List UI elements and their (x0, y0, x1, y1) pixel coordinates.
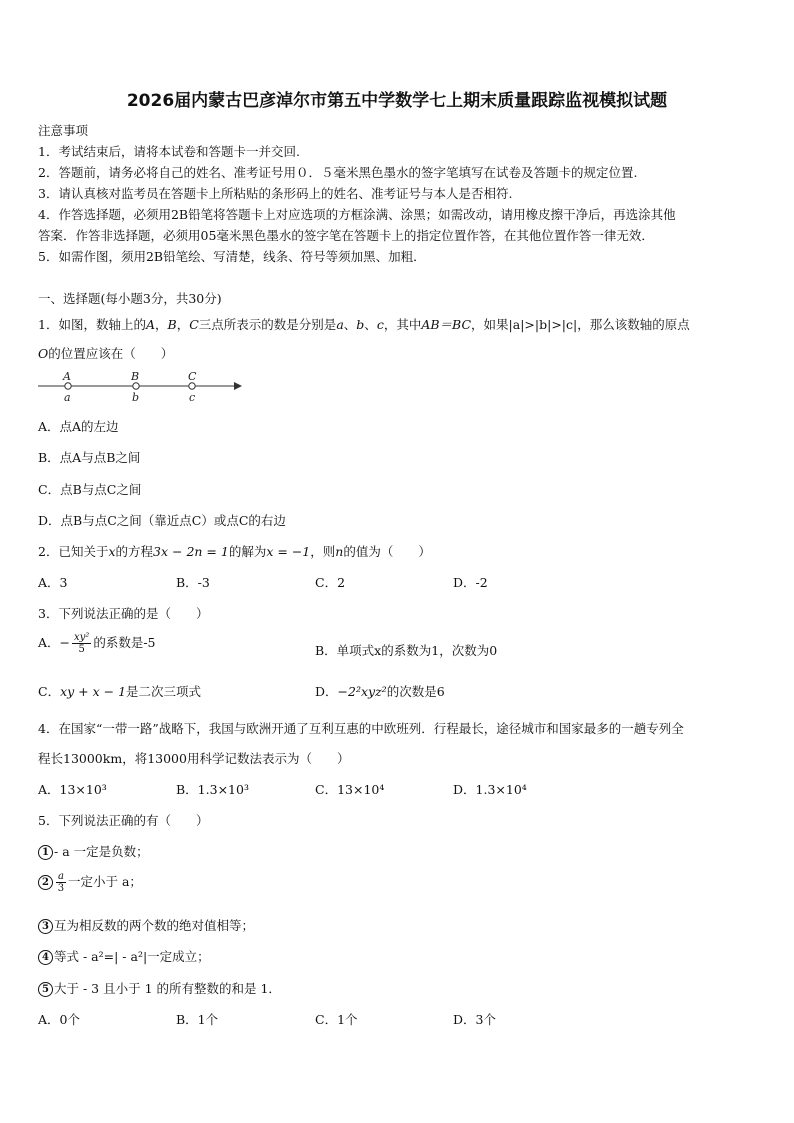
note-4: 4．作答选择题，必须用2B铅笔将答题卡上对应选项的方框涂满、涂黑；如需改动，请用橡皮擦干净后，再选涂其他 (38, 207, 676, 222)
q4-line1: 4．在国家“一带一路”战略下，我国与欧洲开通了互利互惠的中欧班列．行程最长，途径城市和国家最多的一趟专列全 (38, 721, 684, 736)
q5-option-b: B．1个 (176, 1012, 219, 1027)
q5-statement-2: 2 $\frac{a}{3}$ 一定小于 a； (38, 871, 142, 894)
q1-option-a: A．点A的左边 (38, 419, 119, 434)
q5-statement-4: 4 等式 - a²=| - a²|一定成立； (38, 947, 210, 965)
label-B: B (131, 370, 140, 383)
label-b: b (132, 391, 140, 404)
q4-option-c: C．13×10⁴ (315, 782, 385, 797)
q5-statement-1: 1 - a 一定是负数； (38, 842, 149, 860)
q5-option-d: D．3个 (453, 1012, 496, 1027)
note-5: 5．如需作图，须用2B铅笔绘、写清楚，线条、符号等须加黑、加粗． (38, 249, 426, 264)
q1-option-c: C．点B与点C之间 (38, 482, 142, 497)
q5-option-c: C．1个 (315, 1012, 358, 1027)
label-A: A (63, 370, 71, 383)
point-C (189, 383, 195, 389)
q2-option-d: D．-2 (453, 575, 488, 590)
circled-number-icon: 3 (38, 919, 53, 934)
q3-option-b: B．单项式x的系数为1，次数为0 (315, 643, 498, 658)
number-line-figure (36, 368, 246, 408)
section-heading: 一、选择题(每小题3分，共30分) (38, 291, 222, 306)
q3-option-c: C．xy + x − 1是二次三项式 (38, 684, 202, 699)
notes-heading: 注意事项 (38, 123, 89, 138)
page-title: 2026届内蒙古巴彦淖尔市第五中学数学七上期末质量跟踪监视模拟试题 (126, 91, 668, 111)
arrow-head-icon (234, 382, 242, 390)
q5-stem: 5．下列说法正确的有（ ） (38, 813, 209, 828)
circled-number-icon: 1 (38, 845, 53, 860)
note-2: 2．答题前，请务必将自己的姓名、准考证号用０．５毫米黑色墨水的签字笔填写在试卷及答题卡的规定位置. (38, 165, 638, 180)
circled-number-icon: 2 (38, 875, 53, 890)
point-A (65, 383, 71, 389)
q4-line2: 程长13000km，将13000用科学记数法表示为（ ） (38, 751, 350, 766)
q5-statement-5: 5 大于 - 3 且小于 1 的所有整数的和是 1． (38, 979, 281, 997)
note-1: 1．考试结束后，请将本试卷和答题卡一并交回. (38, 144, 300, 159)
q4-option-a: A．13×10³ (38, 782, 107, 797)
label-C: C (188, 370, 197, 383)
q2-stem: 2．已知关于x的方程3x − 2n = 1的解为x = −1，则n的值为（ ） (38, 544, 431, 559)
q3-option-d: D．−2²xyz²的次数是6 (315, 684, 445, 699)
circled-number-icon: 4 (38, 950, 53, 965)
label-c: c (189, 391, 196, 404)
circled-number-icon: 5 (38, 982, 53, 997)
q1-option-d: D．点B与点C之间（靠近点C）或点C的右边 (38, 513, 286, 528)
q5-statement-3: 3 互为相反数的两个数的绝对值相等； (38, 916, 254, 934)
q3-option-a: A．− $\frac{\text{xy²}}{5}$ 的系数是-5 (38, 632, 156, 655)
note-4-cont: 答案．作答非选择题，必须用05毫米黑色墨水的签字笔在答题卡上的指定位置作答，在其他位置作答一律无效． (38, 228, 654, 243)
note-3: 3．请认真核对监考员在答题卡上所粘贴的条形码上的姓名、准考证号与本人是否相符. (38, 186, 513, 201)
point-B (133, 383, 139, 389)
q4-option-b: B．1.3×10³ (176, 782, 249, 797)
q2-option-a: A．3 (38, 575, 68, 590)
q2-option-b: B．-3 (176, 575, 210, 590)
label-a: a (64, 391, 71, 404)
q5-option-a: A．0个 (38, 1012, 80, 1027)
q1-option-b: B．点A与点B之间 (38, 450, 141, 465)
q3-stem: 3．下列说法正确的是（ ） (38, 606, 209, 621)
q4-option-d: D．1.3×10⁴ (453, 782, 527, 797)
q1-line1: 1．如图，数轴上的A，B，C三点所表示的数是分别是a、b、c，其中AB＝BC，如果|a|>|b|>|c|，那么该数轴的原点 (38, 317, 690, 332)
q1-line2: O的位置应该在（ ） (38, 346, 174, 361)
q2-option-c: C．2 (315, 575, 346, 590)
